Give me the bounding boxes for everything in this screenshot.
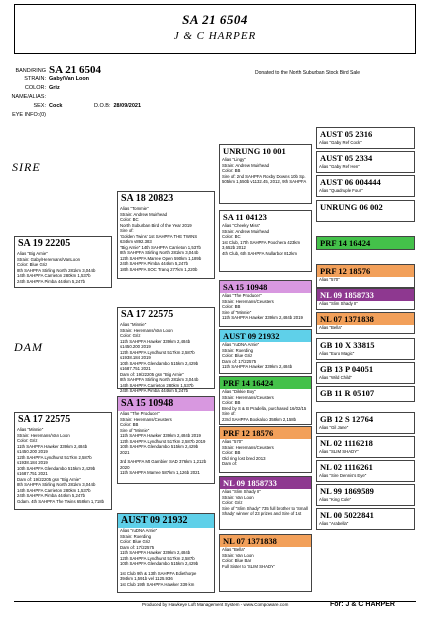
gen4-box-15 bbox=[316, 484, 415, 506]
ss-line: Color: BC bbox=[120, 217, 139, 222]
ddd-line: Color: Blue Bar bbox=[222, 558, 252, 563]
ss-line: Sire of: bbox=[120, 228, 134, 233]
gen3-ddd-box bbox=[219, 534, 312, 592]
gen4-ring: GB 10 X 33815 bbox=[320, 340, 375, 350]
sire-line: Alias "Big Arnie" bbox=[17, 251, 48, 256]
dd-line: 10th SAHPFA Glendambo 515km 2,429b bbox=[120, 561, 199, 566]
gen4-alias: Alias "Bella" bbox=[319, 325, 343, 330]
ss-line: North Suburban Bird of the Year 2019 bbox=[120, 222, 192, 228]
sd-line: Color: Griz bbox=[120, 333, 141, 338]
strain-value: Gaby/Van Loon bbox=[49, 76, 90, 82]
gen3-sss-box bbox=[219, 144, 312, 204]
sd-line: 24th SAHPFA Pimba 444km 5,247b bbox=[120, 388, 189, 393]
gen4-ring: PRF 14 16424 bbox=[320, 238, 371, 248]
ss-line: "Big Arnie" 14th SAHPFA Carrieton 1,537b bbox=[120, 244, 201, 250]
sd-line: 11th SAHPFA Hawker 339km 2,484b bbox=[120, 338, 191, 344]
gen4-box-5 bbox=[316, 236, 415, 250]
gen4-alias: Alias "SLIM SHADY" bbox=[319, 449, 359, 454]
dam-line: 8th SAHPFA Stirling North 281km 3,044b bbox=[17, 482, 96, 487]
sds-line: 11th SAHPFA Hawker 339km 2,484b 2019 bbox=[222, 315, 303, 320]
gen3-sss-ring: UNRUNG 10 001 bbox=[223, 146, 286, 156]
dds-line: Sire of "Slim Shady" 735 full brother to 'Small bbox=[222, 505, 308, 511]
dam-line: s1938.184 2019 bbox=[17, 460, 48, 465]
pedigree-title-box bbox=[14, 4, 416, 54]
sdd-line: Dam of: 17/22575 bbox=[222, 358, 257, 364]
sd-line: 12th SAHPFA Lyndhurst 517km 2,587b bbox=[120, 349, 195, 355]
gen3-dsd-box bbox=[219, 426, 312, 473]
gen4-box-12 bbox=[316, 412, 415, 434]
dsd-line: Old ring lost bred 2013 bbox=[222, 455, 266, 461]
gen4-ring: NL 07 1371838 bbox=[317, 313, 414, 325]
sds-line: Alias "The Producer" bbox=[222, 293, 262, 298]
ds-line: Sire of "Minnie" bbox=[120, 427, 150, 433]
dsd-line: Alias "570" bbox=[222, 439, 243, 444]
dds-line: Alias "Slim Shady II" bbox=[222, 489, 261, 494]
footer-produced: Produced by Hawkeye Loft Management System - www.Compoware.com bbox=[142, 602, 289, 607]
gen3-sds-box bbox=[219, 280, 312, 327]
dam-line: 10th SAHPFA Glendambo 515km 2,429b bbox=[17, 465, 96, 471]
gen4-ring: GB 11 R 05107 bbox=[320, 388, 375, 398]
gen4-alias: Alias "King Cole" bbox=[319, 497, 352, 502]
footer-for: For: J & C HARPER bbox=[330, 601, 395, 608]
ds-line: Alias "The Producer" bbox=[120, 411, 160, 416]
gen4-ring: NL 09 1858733 bbox=[317, 289, 414, 301]
sire-line: 24th SAHPFA Pimba 444km 5,247b bbox=[17, 278, 86, 284]
sd-line: 14th SAHPFA Carrieton 280km 1,537b bbox=[120, 382, 194, 388]
dam-line: 24th SAHPFA Pimba 444km 5,247b bbox=[17, 493, 86, 498]
dam-box bbox=[14, 412, 112, 510]
eye-label: EYE INFO:(0) bbox=[12, 112, 46, 118]
dss-line: Sire of: bbox=[222, 411, 236, 416]
ds-line: 10th SAHPFA Glendambo 515km 2,429b bbox=[120, 444, 199, 449]
ssd-line: Color: BC bbox=[222, 234, 241, 239]
dam-dam-box bbox=[117, 513, 215, 593]
dd-line: Strain: Roerding bbox=[120, 533, 152, 539]
gen3-dsd-details bbox=[220, 439, 311, 467]
sss-line: Strain: Andrew Muirhead bbox=[222, 162, 270, 168]
dss-line: Color: BB bbox=[222, 400, 241, 405]
dss-line: Alias "Dikkie Boy" bbox=[222, 389, 256, 394]
ssd-line: 3,652b 2012 bbox=[222, 245, 246, 250]
sire-line: 14th SAHPFA Carrieton 280km 1,537b bbox=[17, 273, 91, 278]
dob-value: 28/09/2021 bbox=[113, 103, 142, 109]
dd-line: 1st Club 9th & 13th SAHPFA Ediethorpe bbox=[120, 570, 197, 576]
ssd-line: Strain: Andrew Muirhead bbox=[222, 228, 270, 234]
sire-dam-box bbox=[117, 307, 215, 393]
ddd-line: Full Sister to 'SLIM SHADY' bbox=[222, 563, 275, 569]
dam-line: Color: Griz bbox=[17, 438, 38, 443]
gen3-dsd-ring: PRF 12 18576 bbox=[220, 427, 311, 439]
gen3-dds-details bbox=[220, 489, 311, 517]
sds-line: Sire of "Minnie" bbox=[222, 309, 252, 315]
sire-line: 8th SAHPFA Stirling North 281km 3,044b bbox=[17, 267, 96, 273]
sss-line: Sire of: 2nd SAHPFA Roxby Downs 10b Sp. bbox=[222, 173, 306, 179]
gen4-alias: Alias "570" bbox=[319, 277, 340, 282]
sds-line: Color: BB bbox=[222, 304, 241, 309]
sss-line: Alias "Lingy" bbox=[222, 157, 246, 162]
ds-line: 2021 bbox=[120, 449, 130, 455]
dam-dam-ring: AUST 09 21932 bbox=[118, 514, 214, 528]
ss-line: 634km v892.383 bbox=[120, 239, 152, 244]
sire-line: Strain: Gaby/Heremans/VanLoon bbox=[17, 256, 80, 262]
gen3-sds-details bbox=[220, 293, 311, 321]
gen4-alias: Alias "Wild Child" bbox=[319, 375, 352, 380]
sds-line: Strain: Heremans/Ceusters bbox=[222, 298, 274, 304]
sire-dam-ring: SA 17 22575 bbox=[121, 309, 174, 320]
dam-line: 11th SAHPFA Hawker 339km 2,484b bbox=[17, 443, 88, 449]
sire-details bbox=[15, 251, 111, 284]
gen4-box-3 bbox=[316, 175, 415, 197]
gen4-box-2 bbox=[316, 151, 415, 173]
dss-line: Strain: Heremans/Ceusters bbox=[222, 394, 274, 400]
gen3-dss-details bbox=[220, 389, 311, 422]
sd-line: Alias "Minnie" bbox=[120, 322, 147, 327]
sd-line: Dam of: 19/22205 gsn "Big Arnie" bbox=[120, 371, 184, 377]
strain-label: STRAIN: bbox=[24, 76, 46, 82]
dam-details bbox=[15, 427, 111, 504]
gen4-box-7 bbox=[316, 288, 415, 310]
gen4-alias: Alias "Gaby Ref Hen" bbox=[319, 164, 360, 169]
dds-line: Strain: Van Loon bbox=[222, 494, 254, 500]
dam-line: Dam of: 19/22205 gsn "Big Arnie" bbox=[17, 476, 81, 482]
dam-line: Strain: Heremans/Van Loon bbox=[17, 432, 70, 438]
dd-line: Alias "ruDNA Arnie" bbox=[120, 528, 158, 533]
sire-ring: SA 19 22205 bbox=[18, 238, 71, 249]
ds-line: 11th SAHPFA Marree 587km 1,126b 2021 bbox=[120, 470, 200, 475]
dam-label: DAM bbox=[14, 340, 43, 354]
dam-line: 14th SAHPFA Carrieton 280km 1,537b bbox=[17, 487, 91, 493]
gen4-ring: AUST 05 2334 bbox=[320, 153, 373, 163]
dam-line: Alias "Minnie" bbox=[17, 427, 44, 432]
gen4-ring: NL 02 1116218 bbox=[320, 438, 373, 448]
dd-line: Dam of: 17/22575 bbox=[120, 544, 155, 550]
ss-line: 12th SAHPFA Marree Open 590km 1,189b bbox=[120, 255, 202, 261]
gen4-alias: Alias "Euro Magic" bbox=[319, 351, 355, 356]
dam-line: 12th SAHPFA Lyndhurst 517km 2,587b bbox=[17, 454, 92, 460]
ss-line: Strain: Andrew Muirhead bbox=[120, 211, 168, 217]
sire-line: Color: Blue Griz bbox=[17, 262, 48, 267]
dsd-line: Dam of: bbox=[222, 461, 238, 466]
dam-sire-ring: SA 15 10948 bbox=[118, 397, 214, 411]
sire-sire-details bbox=[118, 206, 214, 272]
gen4-box-16 bbox=[316, 508, 415, 530]
dd-line: 12th SAHPFA Lyndhurst 517km 2,587b bbox=[120, 555, 195, 561]
gen3-sds-ring: SA 15 10948 bbox=[220, 281, 311, 293]
gen4-box-8 bbox=[316, 312, 415, 334]
ds-line: Color: BB bbox=[120, 422, 139, 427]
dsd-line: Strain: Heremans/Ceusters bbox=[222, 444, 274, 450]
title-ring: SA 21 6504 bbox=[182, 12, 248, 27]
gen4-ring: UNRUNG 06 002 bbox=[320, 202, 383, 212]
ss-line: 18th SAHPFA SOC Tranq 277km 1,220b bbox=[120, 266, 198, 272]
gen4-box-6 bbox=[316, 264, 415, 288]
gen4-alias: Alias "Sire Dennis's Eye" bbox=[319, 473, 367, 478]
gen4-alias: Alias "Gil Jane" bbox=[319, 425, 349, 430]
sire-sire-ring: SA 18 20823 bbox=[121, 193, 174, 204]
dss-line: 23rd SAHPFA Bookaloo 358km 2,158b bbox=[222, 416, 297, 422]
color-label: COLOR: bbox=[24, 85, 46, 91]
sd-line: 10th SAHPFA Glendambo 515km 2,429b bbox=[120, 360, 199, 366]
gen3-sdd-details bbox=[220, 342, 311, 370]
gen4-alias: Alias "Quadruple Four" bbox=[319, 188, 363, 193]
dam-line: s1450.200 2019 bbox=[17, 449, 48, 454]
gen4-ring: AUST 05 2316 bbox=[320, 129, 373, 139]
dam-ring: SA 17 22575 bbox=[18, 414, 71, 425]
gen4-ring: AUST 06 004444 bbox=[320, 177, 381, 187]
dd-line: 394km 1,591b vel 1125.936 bbox=[120, 576, 173, 581]
gen4-alias: Alias "Gaby Ref Cock" bbox=[319, 140, 362, 145]
gen3-sdd-ring: AUST 09 21932 bbox=[220, 330, 311, 342]
dob-label: D.O.B: bbox=[93, 103, 111, 109]
sd-line: Strain: Heremans/Van Loon bbox=[120, 327, 173, 333]
subject-info bbox=[8, 66, 141, 120]
ds-line: 3rd SAHPFA Mt Gambier SAD 376km 1,212b bbox=[120, 459, 207, 464]
gen4-ring: PRF 12 18576 bbox=[317, 265, 414, 277]
donated-note: Donated to the North Suburban Stock Bird Sale bbox=[255, 70, 361, 76]
ssd-line: Alias "Cheeky Miss" bbox=[222, 223, 261, 228]
gen4-box-13 bbox=[316, 436, 415, 458]
gen3-dds-ring: NL 09 1858733 bbox=[220, 477, 311, 489]
ss-line: Alias "Tommie" bbox=[120, 206, 149, 211]
gen4-box-1 bbox=[316, 127, 415, 149]
gen4-ring: GB 13 P 04051 bbox=[320, 364, 374, 374]
dam-line: s1687.751 2021 bbox=[17, 471, 48, 476]
ssd-line: 1st Club, 17th SAHPFA Poochera 423km bbox=[222, 239, 301, 245]
sd-line: s1687.751 2021 bbox=[120, 366, 151, 371]
gen4-alias: Alias "Slim Shady II" bbox=[319, 301, 358, 306]
sire-box bbox=[14, 236, 112, 288]
ds-line: 12th SAHPFA Lyndhurst 517km 2,587b 2019 bbox=[120, 438, 206, 444]
gen3-dds-box bbox=[219, 476, 312, 530]
gen3-ssd-ring: SA 11 04123 bbox=[223, 212, 267, 222]
sdd-line: 11th SAHPFA Hawker 339km 2,484b bbox=[222, 364, 293, 369]
dds-line: Shady' winner of 23 prizes and Sire of 1st bbox=[222, 511, 302, 516]
gen4-ring: NL 02 1116261 bbox=[320, 462, 373, 472]
dd-line: 11th SAHPFA Hawker 339km 2,484b bbox=[120, 550, 191, 555]
dam-dam-details bbox=[118, 528, 214, 587]
dd-line: Color: Blue Griz bbox=[120, 539, 151, 544]
gen3-dss-box bbox=[219, 376, 312, 425]
sd-line: s1938.184 2019 bbox=[120, 355, 151, 360]
ssd-line: 4th Club, 6th SAHPFA Nullarbor 812km bbox=[222, 250, 297, 256]
color-value: Griz bbox=[49, 85, 60, 91]
gen4-box-10 bbox=[316, 362, 415, 384]
gen4-box-4 bbox=[316, 200, 415, 222]
gen3-dss-ring: PRF 14 16424 bbox=[220, 377, 311, 389]
gen4-box-14 bbox=[316, 460, 415, 482]
sex-value: Cock bbox=[49, 103, 63, 109]
gen3-ddd-ring: NL 07 1371838 bbox=[220, 535, 311, 547]
dam-sire-box bbox=[117, 396, 215, 484]
gen3-sss-details bbox=[220, 157, 311, 185]
dsd-line: Color: BB bbox=[222, 450, 241, 455]
sdd-line: Strain: Roerding bbox=[222, 347, 254, 353]
ss-line: 24th SAHPFA Pimba 444km 5,247b bbox=[120, 261, 189, 266]
sd-line: 8th SAHPFA Stirling North 281km 3,044b bbox=[120, 377, 199, 382]
gen4-box-9 bbox=[316, 338, 415, 360]
dds-line: Color: Griz bbox=[222, 500, 243, 505]
sire-label: SIRE bbox=[12, 160, 41, 174]
band-label: BAND/RING bbox=[15, 68, 46, 74]
dss-line: Bred by S & B Pradella, purchased 16/02/15 bbox=[222, 405, 307, 411]
ddd-line: Strain: Van Loon bbox=[222, 552, 254, 558]
ds-line: 2020 bbox=[120, 464, 130, 470]
sss-line: Color: BB bbox=[222, 168, 241, 173]
ss-line: 8th SAHPFA Stirling North 281km 3,044b bbox=[120, 250, 199, 255]
gen4-box-11 bbox=[316, 386, 415, 402]
gen4-ring: NL 99 1869589 bbox=[320, 486, 374, 496]
sire-sire-box bbox=[117, 191, 215, 279]
gen3-ddd-details bbox=[220, 547, 311, 569]
dd-line: 1st Club 19th SAHPFA Hawker 339 km bbox=[120, 581, 195, 587]
sd-line: s1450.200 2019 bbox=[120, 344, 151, 349]
gen3-sdd-box bbox=[219, 329, 312, 374]
gen4-ring: GB 12 S 12764 bbox=[320, 414, 374, 424]
gen4-ring: NL 00 5022841 bbox=[320, 510, 374, 520]
title-owner: J & C HARPER bbox=[173, 30, 257, 42]
sire-dam-details bbox=[118, 322, 214, 394]
gen3-ssd-box bbox=[219, 210, 312, 272]
gen3-ssd-details bbox=[220, 223, 311, 256]
ds-line: Strain: Heremans/Ceusters bbox=[120, 416, 172, 422]
ddd-line: Alias "Bella" bbox=[222, 547, 246, 552]
name-label: NAME/ALIAS: bbox=[11, 94, 46, 100]
ss-line: 'Golden Twins' 1st SAHPFA THE TWINS bbox=[120, 233, 198, 239]
sex-label: SEX: bbox=[33, 103, 46, 109]
ds-line: 11th SAHPFA Hawker 339km 2,484b 2019 bbox=[120, 433, 201, 438]
sdd-line: Color: Blue Griz bbox=[222, 353, 253, 358]
gen4-alias: Alias "Arabella" bbox=[319, 521, 349, 526]
dam-sire-details bbox=[118, 411, 214, 476]
sdd-line: Alias "ruDNA Arnie" bbox=[222, 342, 260, 347]
dam-line: Gdam. 4th SAHPFA The Twins 658km 1,718b bbox=[17, 498, 105, 504]
sss-line: 505km 1,550b v1132.45, 2012, 9th SAHPFA bbox=[222, 179, 307, 184]
band-value: SA 21 6504 bbox=[49, 64, 101, 76]
